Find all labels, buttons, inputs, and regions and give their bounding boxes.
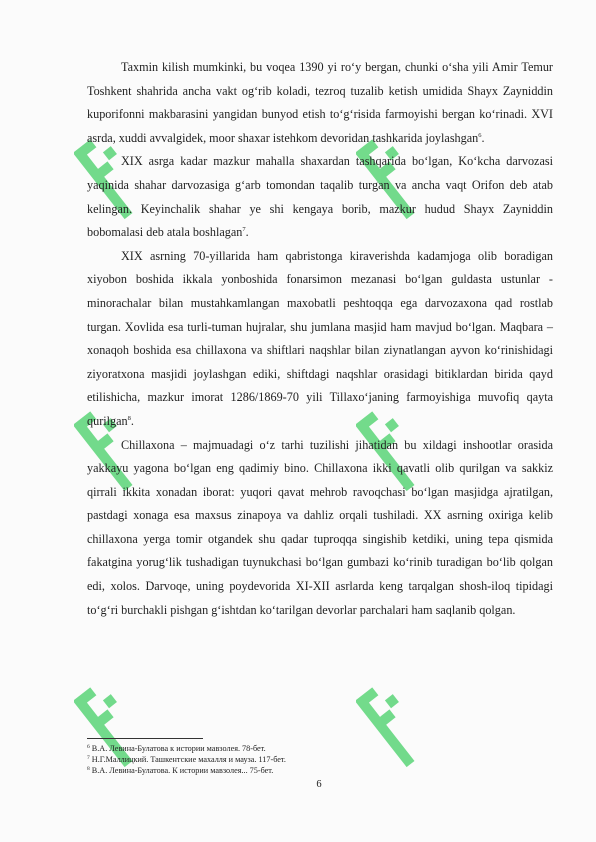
footnote-text: Н.Г.Маллицкий. Ташкентские махалля и мауза. 117-бет. [89,755,286,764]
paragraph [87,56,553,150]
page-number: 6 [316,779,322,790]
footnote-text: В.А. Левина-Булатова к истории мавзолея. 78-бет. [89,744,266,753]
footnote [87,754,553,765]
paragraph-tail: . [481,130,485,145]
footnote-ref[interactable]: 8 [127,414,131,422]
paragraph-tail: . [245,225,249,240]
paragraph-text: Chillaxona – majmuadagi o‘z tarhi tuzilishi jihatidan bu xildagi inshootlar orasida yakkayu yagona bo‘lgan eng qadimiy bino. Chillaxona ikki qavatli olib qurilgan va sakkiz qirrali ikkita xonadan iborat: yuqori qavat mehrob ravoqchasi bo‘lgan masjidga ajratilgan, pastdagi xonaga esa maxsus zinapoya va dahliz orqali tushiladi. XX asrning oxiriga kelib chillaxona yerga tomir otgandek shu qadar tuproqqa singishib ketdiki, uning tepa qismida fakatgina yorug‘lik tushadigan tuynukchasi bo‘lgan gumbazi ko‘rinib turadigan bo‘lib qolgan edi, xolos. Darvoqe, uning poydevorida XI-XII asrlarda keng tarqalgan shosh-iloq tipidagi to‘g‘ri burchakli pishgan g‘ishtdan ko‘tarilgan devorlar parchalari ham saqlanib qolgan. [87,437,553,617]
footnote-separator [87,738,203,739]
footnote-text: В.А. Левина-Булатова. К истории мавзолея... 75-бет. [89,766,274,775]
body-text [87,56,553,622]
paragraph-text: XIX asrning 70-yillarida ham qabristonga kiraverishda kadamjoga olib boradigan xiyobon boshida ikkala yonboshida fonarsimon mezanasi bo‘lgan guldasta ustunlar - minorachalar bilan mustahkamlangan maxobatli peshtoqqa ega darvozaxona qad rostlab turgan. Xovlida esa turli-tuman hujralar, shu jumlana masjid ham mavjud bo‘lgan. Maqbara – xonaqoh boshida esa chillaxona va shiftlari naqshlar bilan ziynatlangan ayvon ko‘rinishidagi ziyoratxona masjidi joylashgan ediki, shiftdagi naqshlar orasidagi bitiklardan birida qayd etilishicha, mazkur imorat 1286/1869-70 yili Tillaxo‘janing farmoyishiga muvofiq qayta qurilgan [87,248,553,428]
footnote [87,743,553,754]
footnote-number: 6 [87,744,90,750]
paragraph [87,150,553,244]
footnotes [87,738,553,776]
footnote-ref[interactable]: 6 [478,131,482,139]
footnote-number: 8 [87,766,90,772]
paragraph-text: XIX asrga kadar mazkur mahalla shaxardan tashqarida bo‘lgan, Ko‘kcha darvozasi yaqinida shahar darvozasiga g‘arb tomondan taqalib turgan va ancha vaqt Orifon deb atab kelingan. Keyinchalik shahar ye shi kengaya borib, mazkur hudud Shayx Zayniddin bobomalasi deb atala boshlagan [87,154,553,240]
footnote [87,765,553,776]
footnote-ref[interactable]: 7 [242,226,246,234]
paragraph-tail: . [130,413,134,428]
footnote-number: 7 [87,755,90,761]
paragraph [87,245,553,434]
paragraph [87,434,553,623]
paragraph-text: Taxmin kilish mumkinki, bu voqea 1390 yi ro‘y bergan, chunki o‘sha yili Amir Temur Toshkent shahrida ancha vakt og‘rib koladi, tezroq tuzalib ketish umidida Shayx Zayniddin kuporifonni makbarasini yangidan bunyod etish to‘g‘risida farmoyishi bergan ko‘rinadi. XVI asrda, xuddi avvalgidek, moor shaxar istehkom devoridan tashkarida joylashgan [87,60,553,145]
